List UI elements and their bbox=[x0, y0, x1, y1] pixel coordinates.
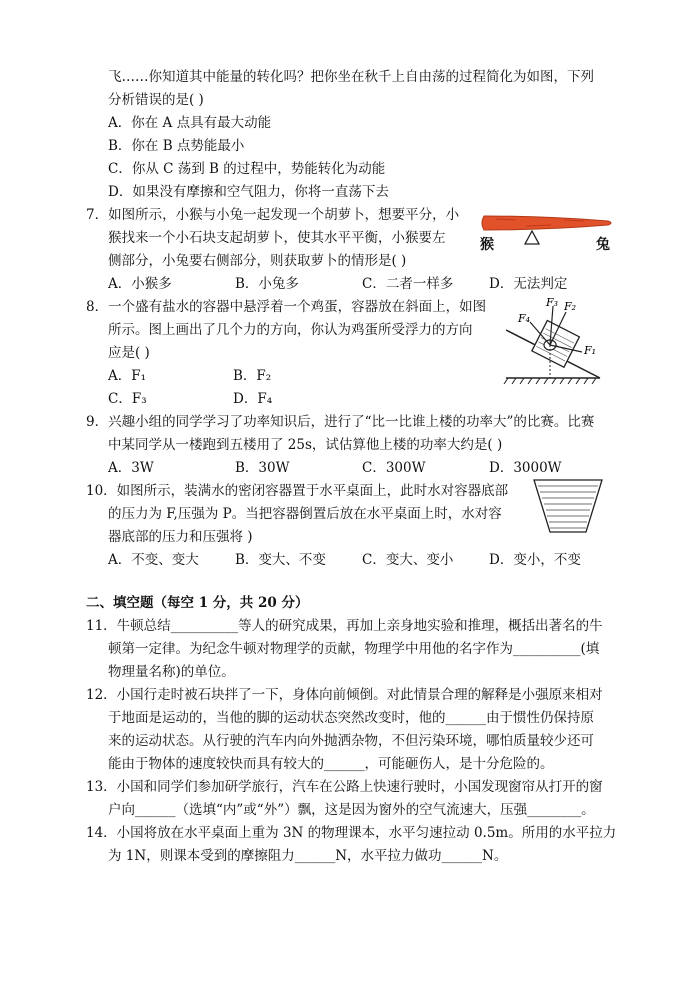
q6-option-d: D．如果没有摩擦和空气阻力，你将一直荡下去 bbox=[108, 184, 389, 200]
q8-option-c: C．F₃ bbox=[108, 391, 147, 407]
q12-stem-line2: 于地面是运动的，当他的脚的运动状态突然改变时，他的______由于惯性仍保持原 bbox=[108, 710, 594, 726]
q13-stem-line2: 户向______（选填“内”或“外”）飘，这是因为窗外的空气流速大，压强________。 bbox=[108, 802, 595, 818]
q14-stem-line2: 为 1N，则课本受到的摩擦阻力______N，水平拉力做功______N。 bbox=[108, 848, 508, 864]
q7-stem-line2: 猴找来一个小石块支起胡萝卜，使其水平平衡，小猴要左 bbox=[108, 230, 446, 246]
q7-stem-line1: 7．如图所示，小猴与小兔一起发现一个胡萝卜，想要平分，小 bbox=[86, 207, 460, 223]
q11-stem-line2: 顿第一定律。为纪念牛顿对物理学的贡献，物理学中用他的名字作为__________(填 bbox=[108, 641, 600, 657]
q10-option-c: C．变大、变小 bbox=[362, 552, 454, 568]
q10-option-d: D．变小，不变 bbox=[489, 552, 581, 568]
q7-option-a: A．小猴多 bbox=[108, 276, 172, 292]
q11-stem-line1: 11．牛顿总结__________等人的研究成果，再加上亲身地实验和推理，概括出著名的牛 bbox=[86, 618, 603, 634]
q8-stem-line3: 应是( ) bbox=[108, 345, 150, 361]
q9-option-d: D．3000W bbox=[489, 460, 562, 476]
q12-stem-line3: 来的运动状态。从行驶的汽车内向外抛洒杂物，不但污染环境，哪怕质量较少还可 bbox=[108, 733, 594, 749]
q10-option-a: A．不变、变大 bbox=[108, 552, 199, 568]
rabbit-label: 兔 bbox=[596, 237, 610, 253]
q6-stem-line1: 飞……你知道其中能量的转化吗？把你坐在秋千上自由荡的过程简化为如图，下列 bbox=[108, 69, 594, 85]
q6-option-c: C．你从 C 荡到 B 的过程中，势能转化为动能 bbox=[108, 161, 386, 177]
f4-label: F₄ bbox=[518, 312, 531, 325]
q7-option-c: C．二者一样多 bbox=[362, 276, 454, 292]
q7-option-d: D．无法判定 bbox=[489, 276, 568, 292]
q14-stem-line1: 14．小国将放在水平桌面上重为 3N 的物理课本，水平匀速拉动 0.5m。所用的水平拉力 bbox=[86, 825, 617, 841]
q10-stem-line3: 器底部的压力和压强将 ) bbox=[108, 529, 253, 545]
q8-stem-line2: 所示。图上画出了几个力的方向，你认为鸡蛋所受浮力的方向 bbox=[108, 322, 473, 338]
q10-stem-line2: 的压力为 F,压强为 P。当把容器倒置后放在水平桌面上时，水对容 bbox=[108, 506, 502, 522]
q8-option-a: A．F₁ bbox=[108, 368, 147, 384]
f2-label: F₂ bbox=[564, 300, 577, 313]
section-title-fill-blank: 二、填空题（每空 1 分，共 20 分） bbox=[86, 595, 309, 611]
q8-option-b: B．F₂ bbox=[233, 368, 272, 384]
incline-container-figure bbox=[500, 296, 620, 386]
q6-option-b: B．你在 B 点势能最小 bbox=[108, 138, 245, 154]
f3-label: F₃ bbox=[546, 296, 559, 309]
q9-option-c: C．300W bbox=[362, 460, 426, 476]
q9-stem-line2: 中某同学从一楼跑到五楼用了 25s，试估算他上楼的功率大约是( ) bbox=[108, 437, 503, 453]
f1-label: F₁ bbox=[584, 344, 597, 357]
q6-option-a: A．你在 A 点具有最大动能 bbox=[108, 115, 272, 131]
q8-option-d: D．F₄ bbox=[233, 391, 273, 407]
monkey-label: 猴 bbox=[480, 237, 494, 253]
q7-stem-line3: 侧部分，小兔要右侧部分，则获取萝卜的情形是( ) bbox=[108, 253, 407, 269]
q8-stem-line1: 8．一个盛有盐水的容器中悬浮着一个鸡蛋，容器放在斜面上，如图 bbox=[86, 299, 487, 315]
q12-stem-line1: 12．小国行走时被石块拌了一下，身体向前倾倒。对此情景合理的解释是小强原来相对 bbox=[86, 687, 603, 703]
q9-stem-line1: 9．兴趣小组的同学学习了功率知识后，进行了“比一比谁上楼的功率大”的比赛。比赛 bbox=[86, 414, 595, 430]
q10-option-b: B．变大、不变 bbox=[235, 552, 326, 568]
carrot-figure bbox=[476, 206, 616, 256]
q7-option-b: B．小兔多 bbox=[235, 276, 299, 292]
q11-stem-line3: 物理量名称)的单位。 bbox=[108, 664, 235, 680]
q6-stem-line2: 分析错误的是( ) bbox=[108, 92, 204, 108]
q12-stem-line4: 能由于物体的速度较快而具有较大的______，可能砸伤人，是十分危险的。 bbox=[108, 756, 554, 772]
fulcrum-stone bbox=[525, 231, 539, 244]
q10-stem-line1: 10．如图所示，装满水的密闭容器置于水平桌面上，此时水对容器底部 bbox=[86, 483, 509, 499]
carrot-shape bbox=[482, 216, 611, 230]
trapezoid-container-figure bbox=[530, 476, 606, 536]
q13-stem-line1: 13．小国和同学们参加研学旅行，汽车在公路上快速行驶时，小国发现窗帘从打开的窗 bbox=[86, 779, 603, 795]
q9-option-a: A．3W bbox=[108, 460, 154, 476]
q9-option-b: B．30W bbox=[235, 460, 290, 476]
